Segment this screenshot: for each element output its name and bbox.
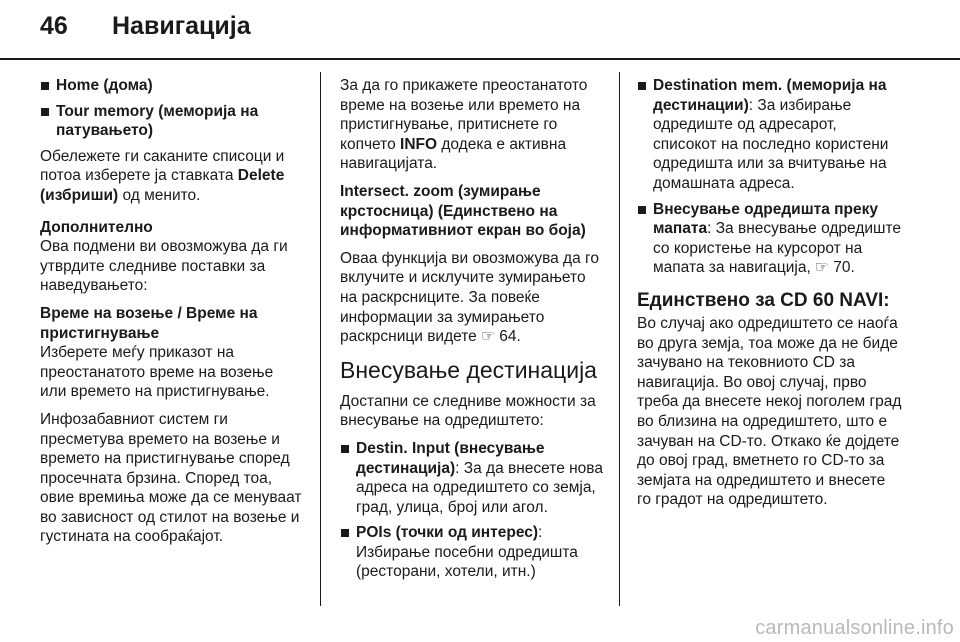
text: Обележете ги саканите списоци и потоа изберете ја ставката xyxy=(40,147,285,185)
section-heading: Дополнително xyxy=(40,218,153,236)
section-heading: Внесување дестинација xyxy=(340,356,597,383)
text: За да го прикажете преостанатото време на возење или времето на пристигнување, притиснете го копчето xyxy=(340,77,588,153)
sub-heading: Време на возење / Време на пристигнување xyxy=(40,304,258,342)
menu-option-list xyxy=(40,76,302,141)
text: од менито. xyxy=(118,186,201,204)
menu-term: Destin. Input (внесување дестинација) xyxy=(356,439,545,477)
destination-input-list-continued xyxy=(637,76,902,278)
paragraph: Ова подмени ви овозможува да ги утврдите следниве поставки за наведувањето: xyxy=(40,238,288,295)
column-middle xyxy=(340,76,605,588)
text: : За избирање одредиште од адресарот, списокот на последно користени одредишта или за вчитување на домашната адреса. xyxy=(653,96,889,192)
paragraph: Изберете меѓу приказот на преостанатото време на возење или времето на пристигнување. xyxy=(40,344,274,401)
text: : Избирање посебни одредишта (ресторани, хотели, итн.) xyxy=(356,524,578,581)
list-item xyxy=(340,523,605,582)
section-heading: Единствено за CD 60 NAVI: xyxy=(637,289,890,311)
paragraph: Оваа функција ви овозможува да го вклучите и исклучите зумирањето на раскрсниците. За повеќе информации за зумирањето раскрсници видете ☞ 64. xyxy=(340,249,599,346)
paragraph xyxy=(40,147,302,206)
paragraph: Во случај ако одредиштето се наоѓа во друга земја, тоа може да не биде зачувано на тековниото CD за навигација. Во овој случај, прво треба да внесете некој поголем град во близина на одредиштето, што е зачуван на CD-то. Откако ќе дојдете до овој град, вметнето го CD-то за земјата на одредиштето и внесете го градот на одредиштето. xyxy=(637,314,902,509)
column-left xyxy=(40,76,302,555)
column-right xyxy=(637,76,902,518)
header-rule xyxy=(0,58,960,60)
menu-term: Внесување одредишта преку мапата xyxy=(653,200,878,238)
list-item xyxy=(637,76,902,194)
text: : За да внесете нова адреса на одредиштето со земја, град, улица, број или агол. xyxy=(356,459,603,516)
watermark: carmanualsonline.info xyxy=(755,617,954,639)
list-item: Home (дома) xyxy=(40,76,302,96)
page-title: Навигација xyxy=(112,12,251,40)
sub-heading: Intersect. zoom (зумирање крстосница) (Единствено на информативниот екран во боја) xyxy=(340,182,586,240)
menu-term: Delete (избриши) xyxy=(40,167,285,204)
list-item xyxy=(637,200,902,278)
menu-term: Destination mem. (меморија на дестинации) xyxy=(653,77,887,114)
paragraph: Инфозабавниот систем ги пресметува времето на возење и времето на пристигнување според просечната брзина. Според тоа, овие времиња може да се менуваат во зависност од стилот на возење и густината на сообраќајот. xyxy=(40,410,302,546)
column-divider-1 xyxy=(320,72,321,606)
column-divider-2 xyxy=(619,72,620,606)
text: додека е активна навигацијата. xyxy=(340,135,567,173)
page-number: 46 xyxy=(40,12,68,40)
page-header xyxy=(40,12,251,48)
button-term: INFO xyxy=(400,135,438,153)
paragraph: Достапни се следниве можности за внесување на одредиштето: xyxy=(340,392,596,430)
paragraph xyxy=(340,76,605,174)
menu-term: POIs (точки од интерес) xyxy=(356,524,539,542)
list-item xyxy=(340,439,605,517)
destination-input-list xyxy=(340,439,605,582)
text: : За внесување одредиште со користење на курсорот на мапата за навигација, ☞ 70. xyxy=(653,220,902,277)
list-item: Tour memory (меморија на патувањето) xyxy=(40,102,302,141)
